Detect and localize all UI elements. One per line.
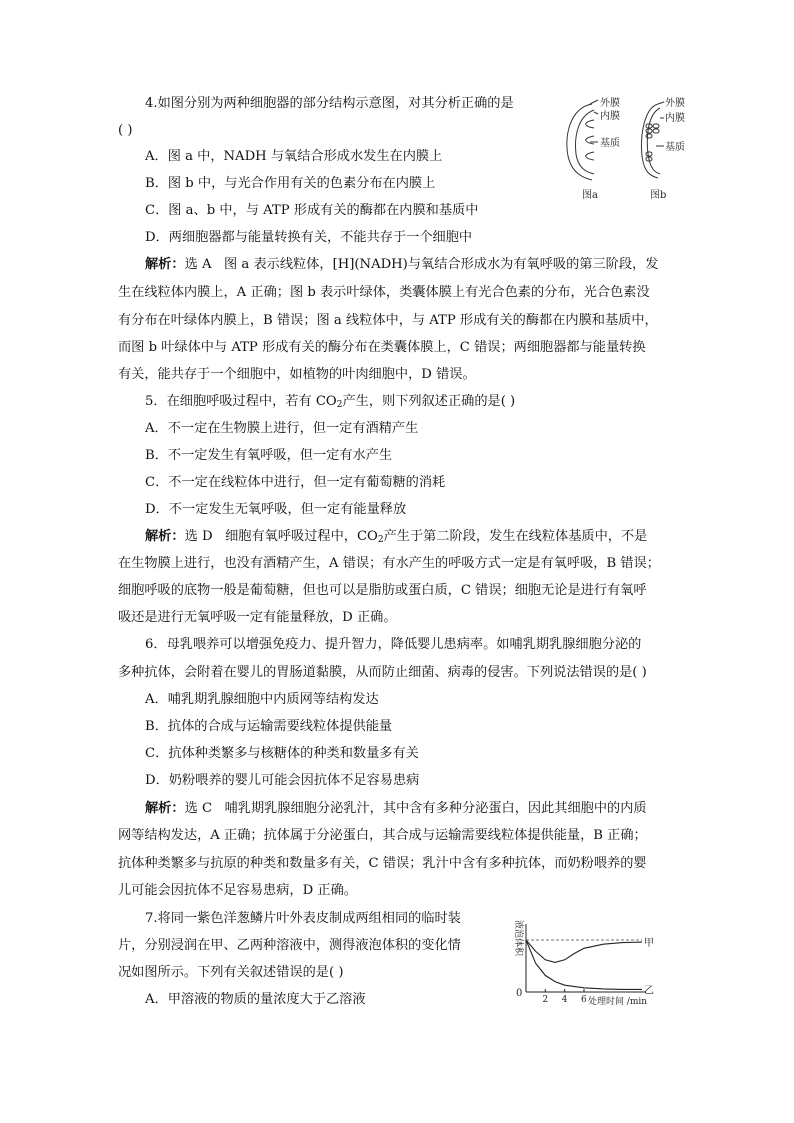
q4-analysis-line: 有关，能共存于一个细胞中，如植物的叶肉细胞中，D 错误。 [118,367,476,382]
q6-option-b: B．抗体的合成与运输需要线粒体提供能量 [145,719,393,734]
figure-a-mitochondrion [567,100,598,180]
q5-option-a: A．不一定在生物膜上进行，但一定有酒精产生 [145,421,419,436]
q4-stem: 4.如图分别为两种细胞器的部分结构示意图，对其分析正确的是 [145,96,514,111]
q6-analysis-line: 网等结构发达，A 正确；抗体属于分泌蛋白，其合成与运输需要线粒体提供能量，B 正确； [118,828,647,843]
q6-stem-line: 多种抗体，会附着在婴儿的胃肠道黏膜，从而防止细菌、病毒的侵害。下列说法错误的是( ) [118,665,647,680]
chart-series-line [526,940,642,962]
q4-analysis-label: 解析： [145,257,185,272]
q5-option-d: D．不一定发生无氧呼吸，但一定有能量释放 [145,502,407,517]
q4-analysis-line: 而图 b 叶绿体中与 ATP 形成有关的酶分布在类囊体膜上，C 错误；两细胞器都与能量转换 [118,340,646,355]
q5-analysis-line: 吸还是进行无氧呼吸一定有能量释放，D 正确。 [118,610,397,625]
q5-analysis-answer: 选 D [184,529,213,544]
q4-analysis-line: 有分布在叶绿体内膜上，B 错误；图 a 线粒体中，与 ATP 形成有关的酶都在内膜和基质中， [118,313,658,328]
q6-analysis-line: 抗体种类繁多与抗原的种类和数量多有关，C 错误；乳汁中含有多种抗体，而奶粉喂养的婴 [118,856,647,871]
q7-option-a: A．甲溶液的物质的量浓度大于乙溶液 [145,992,366,1007]
chart-ylabel: 液泡体积 [513,920,523,957]
q6-analysis-first-line: 解析：选 C 哺乳期乳腺细胞分泌乳汁，其中含有多种分泌蛋白，因此其细胞中的内质 [145,801,647,816]
figure-a-label-inner: 内膜 [600,111,620,122]
q5-option-c: C．不一定在线粒体中进行，但一定有葡萄糖的消耗 [145,475,446,490]
q6-option-c: C．抗体种类繁多与核糖体的种类和数量多有关 [145,746,419,761]
q4-option-b: B．图 b 中，与光合作用有关的色素分布在内膜上 [145,176,436,191]
q7-stem-line: 7.将同一紫色洋葱鳞片叶外表皮制成两组相同的临时装 [145,911,461,926]
q6-stem-line: 6．母乳喂养可以增强免疫力、提升智力，降低婴儿患病率。如哺乳期乳腺细胞分泌的 [145,637,642,652]
q7-stem-line: 况如图所示。下列有关叙述错误的是( ) [118,965,344,980]
figure-a-caption: 图a [582,190,598,201]
q6-option-d: D．奶粉喂养的婴儿可能会因抗体不足容易患病 [145,773,420,788]
chart-series-label: 甲 [644,938,654,950]
q5-analysis-line: 在生物膜上进行，也没有酒精产生，A 错误；有水产生的呼吸方式一定是有氧呼吸，B 错误； [118,556,660,571]
q4-analysis-answer: 选 A [184,257,212,272]
q6-analysis-answer: 选 C [184,801,213,816]
q4-organelle-figure [560,96,700,204]
q4-option-a: A．图 a 中，NADH 与氧结合形成水发生在内膜上 [145,149,443,164]
q4-option-c: C．图 a、b 中，与 ATP 形成有关的酶都在内膜和基质中 [145,203,479,218]
q6-analysis-line: 儿可能会因抗体不足容易患病，D 正确。 [118,883,357,898]
chart-series-line [526,940,642,989]
chart-x-tick-label: 2 [542,995,549,1005]
q5-option-b: B．不一定发生有氧呼吸，但一定有水产生 [145,448,393,463]
q5-analysis-label: 解析： [145,529,185,544]
q4-analysis-text: 图 a 表示线粒体，[H](NADH)与氧结合形成水为有氧呼吸的第三阶段，发 [224,257,659,272]
q4-option-d: D．两细胞器都与能量转换有关，不能共存于一个细胞中 [145,230,473,245]
figure-a-label-matrix: 基质 [600,138,620,149]
figure-b-caption: 图b [650,190,667,201]
q7-stem-line: 片，分别浸润在甲、乙两种溶液中，测得液泡体积的变化情 [118,938,461,953]
chart-xlabel: 处理时间 /min [588,997,648,1007]
q4-analysis-first-line [145,256,658,274]
q4-analysis-line: 生在线粒体内膜上，A 正确；图 b 表示叶绿体，类囊体膜上有光合色素的分布，光合色素没 [118,285,650,300]
figure-a-label-outer: 外膜 [600,98,620,109]
chart-origin-label: 0 [516,988,523,999]
figure-b-label-inner: 内膜 [665,113,685,124]
figure-b-label-outer: 外膜 [665,98,685,109]
chart-series-label: 乙 [644,985,654,997]
q5-analysis-line: 细胞呼吸的底物一般是葡萄糖，但也可以是脂肪或蛋白质，C 错误；细胞无论是进行有氧呼 [118,583,647,598]
q5-analysis-first-line: 解析：选 D 细胞有氧呼吸过程中，$CO_2$产生于第二阶段，发生在线粒体基质中，不是 [145,529,648,545]
q6-option-a: A．哺乳期乳腺细胞中内质网等结构发达 [145,692,379,707]
q4-answer-blank: ( ) [118,123,133,138]
figure-b-label-matrix: 基质 [665,142,685,153]
chart-x-tick-label: 6 [581,995,587,1005]
q5-stem: 5．在细胞呼吸过程中，若有 $CO_2$产生，则下列叙述正确的是( ) [145,394,516,410]
figure-b-chloroplast [642,102,664,178]
q7-vacuole-volume-chart [504,912,664,1008]
chart-x-tick-label: 4 [561,995,568,1005]
q6-analysis-label: 解析： [145,801,185,816]
